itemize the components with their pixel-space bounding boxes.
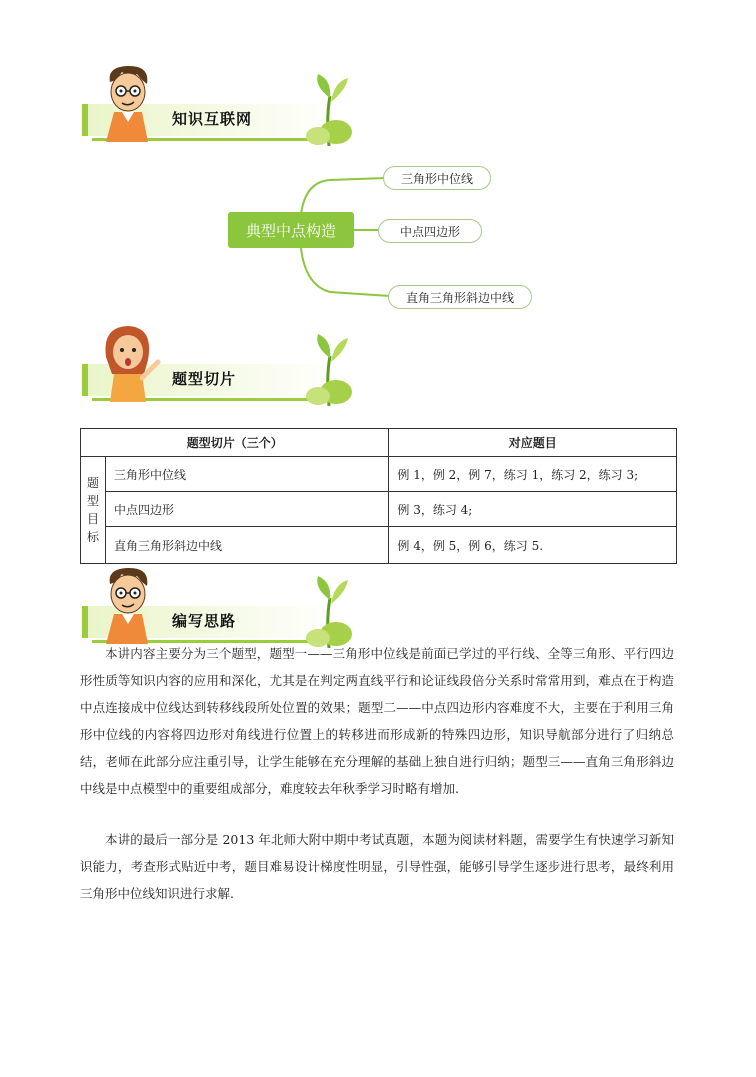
girl-cartoon-icon [92,322,162,402]
section-title: 编写思路 [172,612,237,630]
sprout-icon [304,328,354,406]
table-header-row [81,429,677,457]
mindmap-center-node: 典型中点构造 [228,212,354,248]
section-title: 知识互联网 [172,110,253,128]
table-cell-topic: 中点四边形 [106,492,389,527]
table-cell-items: 例 4，例 5，例 6，练习 5. [389,527,677,564]
row-group-label-text: 题型目标 [86,476,99,544]
section-banner-writing [82,570,352,650]
body-paragraph: 本讲的最后一部分是 2013 年北师大附中期中考试真题，本题为阅读材料题，需要学生有快速学习新知识能力，考查形式贴近中考，题目难易设计梯度性明显，引导性强，能够引导学生逐步进行思考，最终利用三角形中位线知识进行求解. [80,832,674,901]
mindmap-node: 直角三角形斜边中线 [388,285,532,309]
body-paragraph: 本讲内容主要分为三个题型，题型一——三角形中位线是前面已学过的平行线、全等三角形、平行四边形性质等知识内容的应用和深化，尤其是在判定两直线平行和论证线段倍分关系时常常用到，难点在于构造中点连接成中位线达到转移线段所处位置的效果；题型二——中点四边形内容难度不大，主要在于利用三角形中位线的内容将四边形对角线进行位置上的转移进而形成新的特殊四边形，知识导航部分进行了归纳总结，老师在此部分应注重引导，让学生能够在充分理解的基础上独自进行归纳；题型三——直角三角形斜边中线是中点模型中的重要组成部分，难度较去年秋季学习时略有增加. [80,646,674,796]
row-group-label [81,457,106,564]
table-row [81,492,677,527]
mindmap-node: 中点四边形 [378,219,482,243]
section-title: 题型切片 [172,370,237,388]
table-row [81,457,677,492]
table-header-right: 对应题目 [389,429,677,457]
table-header-left: 题型切片（三个） [81,429,389,457]
question-type-table [80,428,677,564]
boy-cartoon-icon [92,564,162,644]
table-cell-items: 例 1，例 2，例 7，练习 1，练习 2，练习 3; [389,457,677,492]
section-banner-slices [82,328,352,408]
table-row [81,527,677,564]
mindmap-connectors [0,0,756,340]
mindmap-node: 三角形中位线 [383,166,491,190]
table-cell-topic: 三角形中位线 [106,457,389,492]
table-cell-items: 例 3，练习 4; [389,492,677,527]
sprout-icon [304,570,354,648]
table-cell-topic: 直角三角形斜边中线 [106,527,389,564]
